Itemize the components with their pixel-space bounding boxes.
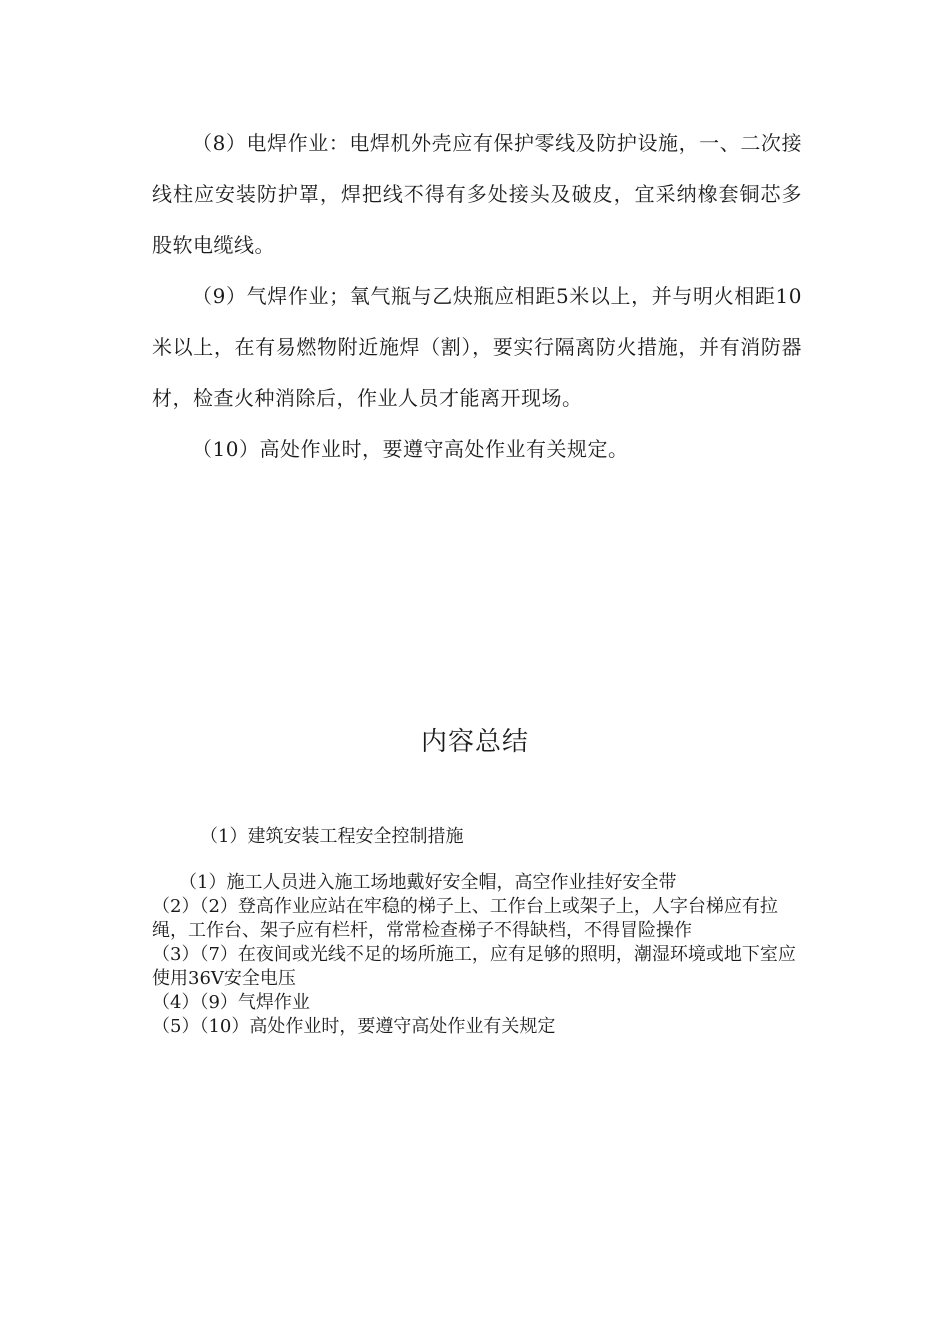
- body-section: [152, 118, 802, 475]
- paragraph-high-work: （10）高处作业时，要遵守高处作业有关规定。: [192, 437, 629, 461]
- summary-list: [152, 871, 797, 1039]
- summary-item: （2）（2）登高作业应站在牢稳的梯子上、工作台上或架子上，人字台梯应有拉绳，工作台、架子应有栏杆，常常检查梯子不得缺档，不得冒险操作: [152, 896, 778, 941]
- summary-title: 内容总结: [420, 727, 529, 757]
- paragraph-electric-welding: （8）电焊作业：电焊机外壳应有保护零线及防护设施，一、二次接线柱应安装防护罩，焊把线不得有多处接头及破皮，宜采纳橡套铜芯多股软电缆线。: [152, 131, 802, 257]
- paragraph-gas-welding: （9）气焊作业；氧气瓶与乙炔瓶应相距5米以上，并与明火相距10米以上，在有易燃物附近施焊（割），要实行隔离防火措施，并有消防器材，检查火种消除后，作业人员才能离开现场。: [152, 284, 802, 410]
- summary-heading: （1）建筑安装工程安全控制措施: [200, 826, 464, 847]
- summary-item: （3）（7）在夜间或光线不足的场所施工，应有足够的照明，潮湿环境或地下室应使用36V安全电压: [152, 944, 796, 989]
- summary-item: （1）施工人员进入施工场地戴好安全帽，高空作业挂好安全带: [179, 872, 677, 893]
- summary-item: （5）（10）高处作业时，要遵守高处作业有关规定: [152, 1016, 556, 1037]
- summary-item: （4）（9）气焊作业: [152, 992, 310, 1013]
